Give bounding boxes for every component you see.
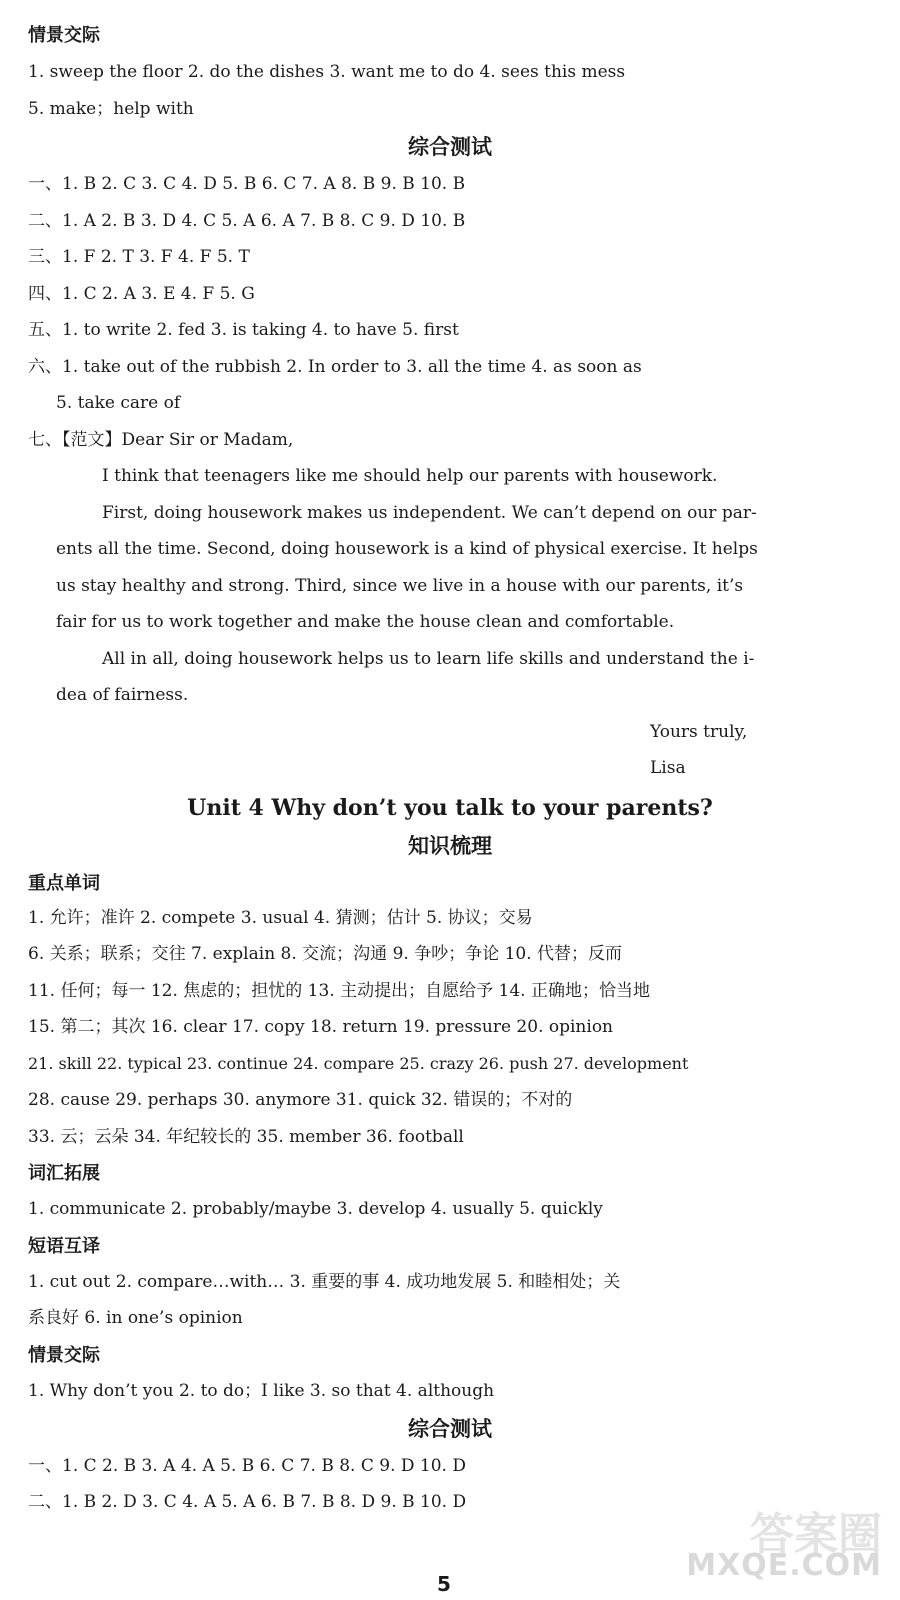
section-heading-key-words: 重点单词: [28, 873, 100, 894]
answer-line: 1. cut out 2. compare…with… 3. 重要的事 4. 成功地发展 5. 和睦相处；关: [28, 1272, 621, 1292]
answer-line: 15. 第二；其次 16. clear 17. copy 18. return 19. pressure 20. opinion: [28, 1017, 613, 1037]
essay-closing: Yours truly,: [650, 722, 748, 742]
watermark-logo: [686, 1488, 882, 1588]
answer-line: 1. sweep the floor 2. do the dishes 3. want me to do 4. sees this mess: [28, 62, 626, 82]
essay-line: All in all, doing housework helps us to learn life skills and understand the i-: [102, 649, 755, 669]
answer-line: 11. 任何；每一 12. 焦虑的；担忧的 13. 主动提出；自愿给予 14. 正确地；恰当地: [28, 981, 650, 1001]
answer-line: 1. communicate 2. probably/maybe 3. develop 4. usually 5. quickly: [28, 1199, 603, 1219]
answer-line: 一、1. C 2. B 3. A 4. A 5. B 6. C 7. B 8. C 9. D 10. D: [28, 1456, 466, 1476]
answer-line: 系良好 6. in one’s opinion: [28, 1308, 243, 1328]
answer-line: 1. 允许；准许 2. compete 3. usual 4. 猜测；估计 5. 协议；交易: [28, 908, 533, 928]
essay-line: I think that teenagers like me should help our parents with housework.: [102, 466, 718, 486]
watermark-url: MXQE.COM: [686, 1548, 882, 1583]
unit-subtitle: 知识梳理: [408, 834, 492, 858]
section-heading-scenario: 情景交际: [28, 1345, 100, 1366]
essay-line: dea of fairness.: [56, 685, 189, 705]
essay-line: ents all the time. Second, doing housework is a kind of physical exercise. It helps: [56, 539, 758, 559]
unit-title: Unit 4 Why don’t you talk to your parents?: [187, 795, 713, 821]
answer-line: 21. skill 22. typical 23. continue 24. compare 25. crazy 26. push 27. development: [28, 1054, 689, 1073]
answer-line: 六、1. take out of the rubbish 2. In order to 3. all the time 4. as soon as: [28, 357, 642, 377]
answer-line: 五、1. to write 2. fed 3. is taking 4. to have 5. first: [28, 320, 459, 340]
test-title: 综合测试: [408, 135, 492, 159]
answer-line: 三、1. F 2. T 3. F 4. F 5. T: [28, 247, 250, 267]
essay-signature: Lisa: [650, 758, 686, 778]
essay-salutation: 七、【范文】Dear Sir or Madam,: [28, 430, 294, 450]
answer-line: 5. make；help with: [28, 99, 194, 119]
answer-line: 一、1. B 2. C 3. C 4. D 5. B 6. C 7. A 8. B 9. B 10. B: [28, 174, 466, 194]
answer-line: 33. 云；云朵 34. 年纪较长的 35. member 36. football: [28, 1127, 464, 1147]
watermark-chinese: 答案圈: [750, 1509, 882, 1560]
answer-line: 二、1. B 2. D 3. C 4. A 5. A 6. B 7. B 8. D 9. B 10. D: [28, 1492, 467, 1512]
answer-line: 28. cause 29. perhaps 30. anymore 31. quick 32. 错误的；不对的: [28, 1090, 573, 1110]
answer-line: 6. 关系；联系；交往 7. explain 8. 交流；沟通 9. 争吵；争论 10. 代替；反而: [28, 944, 623, 964]
section-heading-scenario: 情景交际: [28, 25, 100, 46]
test-title: 综合测试: [408, 1417, 492, 1441]
answer-line: 二、1. A 2. B 3. D 4. C 5. A 6. A 7. B 8. C 9. D 10. B: [28, 211, 466, 231]
essay-line: First, doing housework makes us independent. We can’t depend on our par-: [102, 503, 757, 523]
answer-line: 1. Why don’t you 2. to do；I like 3. so that 4. although: [28, 1381, 495, 1401]
essay-line: fair for us to work together and make the house clean and comfortable.: [56, 612, 675, 632]
answer-line: 四、1. C 2. A 3. E 4. F 5. G: [28, 284, 255, 304]
section-heading-phrases: 短语互译: [28, 1236, 100, 1257]
essay-line: us stay healthy and strong. Third, since we live in a house with our parents, it’s: [56, 576, 744, 596]
answer-line: 5. take care of: [56, 393, 181, 413]
page-number: 5: [437, 1572, 451, 1596]
section-heading-vocabulary: 词汇拓展: [28, 1163, 100, 1184]
